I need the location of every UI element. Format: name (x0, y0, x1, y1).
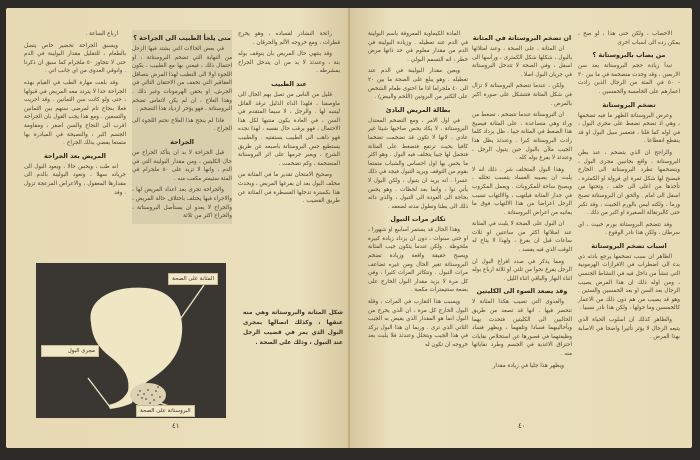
paragraph: قليل من الناس من تصل بهم الحال الى ماوصفنا ، فلهذا الداء الذليل ترقد القاتل ليتنبه لها . والرجل ، لا سيما المتقدم في السن ، في العادة يكون منتبها لكل هذا الاحتمال ، فهو يرقب حال نفسه ، لهذا نجده فهو ذاهب الى الطبيب يستفتيه . والطبيب يستطيع جس البروستاتة باصبعه عن طريق الشرج ، ويعبر جرمها على اثر البروستاتة المتضخمة ، وكم تضخمت . (238, 91, 340, 167)
right-page (350, 8, 692, 448)
section-heading: وقد يصعد السوء الى الكليتين (476, 287, 568, 296)
paragraph: وهذا البول المتخلف شر . ذلك انه لا يلبث ان يصيبه الفساد بتسبب تحلله ، ويصبح ساحة للمكروبات . ويعمل المكروب في جدار المثانة فيلتهب ، والالتهاب تسبب الرجل اعراضا من هذا الالتهاب فوق ما يعانيه من اعراض البروستاتة . (472, 166, 572, 216)
paragraph: وعرض البروستاتة الظهر ما فيه تضخمها ، وهي اذ تضخم تضغط على مجرى البول ، في اوله كما قلنا ، فتعسر سيل البول او قد ينقطع انقطاعا . (578, 112, 680, 145)
paragraph: وقد تتضخم البروستاتة بورم خبيث ، اي سرطان ، ولكن هذا نادر الوقوع . (578, 221, 680, 237)
paragraph: ويعين مقدار البولينة في الدم عند تعطيله . وهو يبلغ على الصحة ما بين ٢٠ الى ٤٠ ملجراما اذا ما احتوى طعام الشخص على الكثير من البروتين (اللحم والبيض) . (368, 68, 468, 101)
section-heading: الجراحة (170, 137, 194, 146)
paragraph: وصحيح الامتحان تقدير ما في المثانة من مخلف البول بعد ان يفرغها المريض ، ويحدث هذا بكسترة تدخلها القسطرة في المثانة عن طريق القضيب . (238, 172, 340, 205)
section-heading: عند الطبيب (271, 79, 307, 88)
section-heading: المريض بعد الجراحة (44, 151, 106, 160)
page-number-left: ٤١ (172, 422, 180, 430)
section-heading: اسباب تضخم البروستاتة (591, 241, 667, 250)
section-heading: من يصاب بالبروستاتة ؟ (592, 51, 666, 60)
paragraph: والراجح ان الذي يتضخم ، عند بطن البروستاتة ، واقع بجانبين مجرى البول ، ويتضخمها تطرد البروستاتة الى الخارج فيصبح لها شكل ثمرة اي فرولة او الكمثرة ، تأخذها من اعلى الى خلف ، وتحتها من اسفل الى امام . والحق ان البروستاتة تصبح ورما ، ولكنه ليس بالورم الخبيث ، وقد تكبر حتى كالبرتقالة الصغيرة او اكبر من ذلك . (578, 149, 680, 217)
paragraph: الظاهر ان سبب تضخمها يرجع بادئه ذي بدء الى اضطراب في الافرازات الهرمونية التي تنشأ من داخل فيه في النشاط الجنسي ، ومن اوله ذلك ان هذا المرض يصيب الرجال بعد السن او بعد الخمسين والستين . وهو قد يصيب من هم دون ذلك من الاعمار كالخمسين وما حولها ، ولكن هذا نادر نسبيا . (578, 253, 680, 312)
figure-caption: شكل المثانة والبروستاتة وهي منه عنقها ، وكذلك اتصالها بمجرى البول الذي يمر في قضيب الرجل عند التبول ، وذلك على الصحة . (243, 310, 343, 346)
right-page-column-1 (578, 30, 680, 345)
bladder-label: المثانة على الصحة (168, 273, 218, 285)
bladder-prostate-diagram (36, 263, 226, 418)
left-page (6, 8, 350, 448)
paragraph: ومما يذكر في صدد افراغ البول ان الرجل يفرغ نحوا من ثلثي او ثلاثة ارباع بوله اثناء النهار والباقي اثناء الليل . (472, 258, 572, 282)
paragraph: والجراحة تجرى بعد اعداد المريض لها ، والاجراء فيها يختلف باختلاف حالة المريض ، والجراح لا يعدو ان يستأصل البروستاتة ، والجراح اكثر من ثلاثة (132, 187, 232, 220)
paragraph: ان البروستاتة عندما تتضخم ، تضغط من وراء وهي متصاعدة ، على المثانة فيصبح هذا الضغط في المثانة جيبا ، ظل يزداد كلما زادت البروستاتة كبرا . وعندئذ يظل هذا الجيب ملآن بالبول حين يتبول الرجل ، وعندئذ لا يفرغ بوله كله . (472, 112, 572, 162)
paragraph: ان المثانة ، على الصحة ، وعند امتلائها بالبول ، شكلها شكل الكمثرى ، ورأسها الى اسفل ، وفي الصحة لا تتدخل البروستاتة في جريان البول اصلا . (472, 46, 572, 78)
section-heading: ان تضخم البروستاتة في المثانة (472, 34, 572, 42)
right-page-column-2 (472, 30, 572, 373)
urethra-label: مجرى البول (41, 345, 99, 357)
section-heading: متى يلجأ الطبيب الى الجراحة ؟ (133, 34, 231, 42)
page-number-right: ٤٠ (518, 422, 526, 430)
left-page-column-3 (24, 30, 126, 200)
section-heading: تضخم البروستاتة (602, 100, 656, 109)
prostate-label: البروستاتة على الصحة (136, 405, 195, 417)
paragraph: قبل الجراحة لا بد ان يتأكد الجراح من حال الكليتين ، ومن مقدار البولينة التي في الدم ، وانها لا تزيد على ٥٠ ملجرام في المئة ستيمتر مكعب منه . (132, 149, 232, 182)
paragraph: في اول الامر ، ومع التضخم المعتدل البروستاتة ، لا يكاد يحس صاحبها شيئا غير عادي . لانها لا تكون قد تضخمت تضخما كافيا بحيث ترتفع فتضغط على المثانة فتحمل لها جيبا يتخلف فيه البول . وهو اكثر ما يحس بها اول احساس والشباب متمتعا بقوم من التوقف ويريد التبول فيجد في ذلك عسرا . انه يريد ان يتبول ، ولكن البول لا يأتي توا ، وانما بعد لحظات . وهو يحس بحاجة الى العودة الى التبول ، والذي دائه ذلك الى بطنا وتطول مدته لضعفه . (368, 117, 468, 210)
paragraph: وهذا الحال قد يستمر اسابيع او شهورا ، او حتى سنوات ، دون ان يزداد زيادة كبيرة ملحوظة . ولكن عندما يتكون جيب المثانة ويصبح حقيقة واقعة وزيادة تضخم البروستاتة تغير الحال ومن غيره تضاعف مرات التبول . وتتكاثر المرات كثيرا ، وفي كل مرة لا يزيد مقدار البول الخارج على بضعة سنتيمترات مكعبة . (368, 227, 468, 294)
paragraph: انه طب ، ويحس حالا ، ويعود البول الى جريانه سهلا ، وتعود البولينة بالدم الى مقدارها المعقول ، والاعراض المزعجة تزول . وقد (24, 163, 126, 196)
bladder-illustration-icon (36, 263, 226, 418)
paragraph: ولكن ، عندما تتضخم البروستاتة لا تزال في شكل المثانة فتتشكل على صورة اكبر بالمرض . (472, 83, 572, 107)
paragraph: ارباع الساعة . (85, 31, 118, 37)
paragraph: تبدأ زيادة حجم البروستاتة بعد سن الاربعين ، وقد وجدت متضخمة في ما بين ٣٠ - ٥٠ في المئة من الرجال الذين زادت اعمارهم على الخامسة والخمسين . (578, 63, 680, 95)
section-heading: بطالة المريض البادئ (385, 105, 451, 114)
paragraph: المادة الكيماوية المعروفة باسم البولينة في الدم عند تعطيله . وزيادة البولينة في الدم من مقدار معلوم في حد ذاتها مرض خطر ، انه التسمم البولي . (368, 31, 468, 63)
paragraph: رائحة النشادر لفساده ، وهو يخرج قطرات ، ومع خروجه الألم والحرقان . (238, 31, 340, 46)
left-page-column-1 (238, 30, 340, 209)
paragraph: والعدوى التي تصيب هكذا المثانة لا تنحصر فيها . انها قد تصعد من طريق الحالبين الى الكليتين فتحدث بهما وبأحاليبهما فسادا وتلفهما ، ويظهر فساد وظيفتهما في قصورها عن استخلاص نفايات احتراق الاغذية في الجسم وطرد نفاياتها منه . (472, 299, 572, 357)
paragraph: ويسبب هذا التقارب في المرات ، وقلة البول الخارج كل مرة ، ان الذي يخرج من البول انما هو المقدار الذي يفيض به الجيب الثاني الذي ترى . وربما ان هذا البول يركد في هذا الجيب ويتحلل وعندئذ فلا يلبث بعد خروجه ان تكون له (368, 299, 468, 348)
paragraph: الاخصاب ، ولكن حتى هذا ، لو صح ، يمكن رده الى اسباب اخرى (578, 31, 680, 46)
paragraph: فاذا لم ينجح هذا العلاج تحتم اللجوء الى الجراح . (132, 117, 232, 133)
paragraph: ويظهر هذا جليا في زيادة مقدار (492, 362, 564, 369)
right-page-column-3 (368, 30, 468, 353)
paragraph: في بعض الحالات التي يشتد فيها الزحل من النهاية التي تضخم البروستاتة ، او احتمال ذلك ، فيعني بها مع الطبيب ، يكون اللجوء اولا الى التطبب لهذا المرض بتصاقل العقاقير التي تخفف من الاحتقان التالي في الجرش، او بحقن الهرمونات وغير ذلك . وهذا العلاج ، ان لم يكن لاتعاس تضخم البروستاتة ، فهو يؤخر ازدياد هذا التضخم . (132, 46, 232, 113)
paragraph: وقد بلغت مهارة الطب في القيام بهذه الجراحة حدا لا يتردد معه المريض في قبولها ، حتى ولو كانت سن الثمانين . وقد اجريت فعلا بنجاح تام لمرضى سنهم بين الثمانين والتسعين . ومع هذا يجب القول بان الجراحة اقرب الى النجاح والسن اصغر ، ومقاومة الجسم اكبر ، والنصيحة في المبادرة بها متمتعا بفضي بذلك الجراح . (24, 79, 126, 147)
paragraph: ويسبق الجراحة تحضير خاص يتصل بالطعام ، للتقليل مقدار البولينة في الدم حتى لا تتجاوز ٥٠ ملجرام كما سبق ان ذكرنا . وانوقي العدوى من اي جانب اتي . (24, 42, 127, 75)
paragraph: والظاهر كذلك ان اسلوب الحياة الذي يتبعه الرجال لا يؤثر تأثيرا واضحا في الاصابة بهذا المرض . (578, 317, 680, 341)
paragraph: ان البول على الصحة لا يلبث في المثانة عند امتلائها اكثر من ساعتين او ثلاث ساعات قبل ان يفرغ ، ولهذا لا يتاح له الوقت الذي فيه يفسد . (472, 221, 572, 254)
section-heading: تكاثر مرات التبول (390, 215, 446, 224)
left-page-column-2 (132, 30, 232, 224)
paragraph: وقد ينتهي حال المريض بان يتوقف بوله بتة ، وعندئذ لا بد من ان يتدخل الجراح بمشرطه . (238, 51, 340, 75)
